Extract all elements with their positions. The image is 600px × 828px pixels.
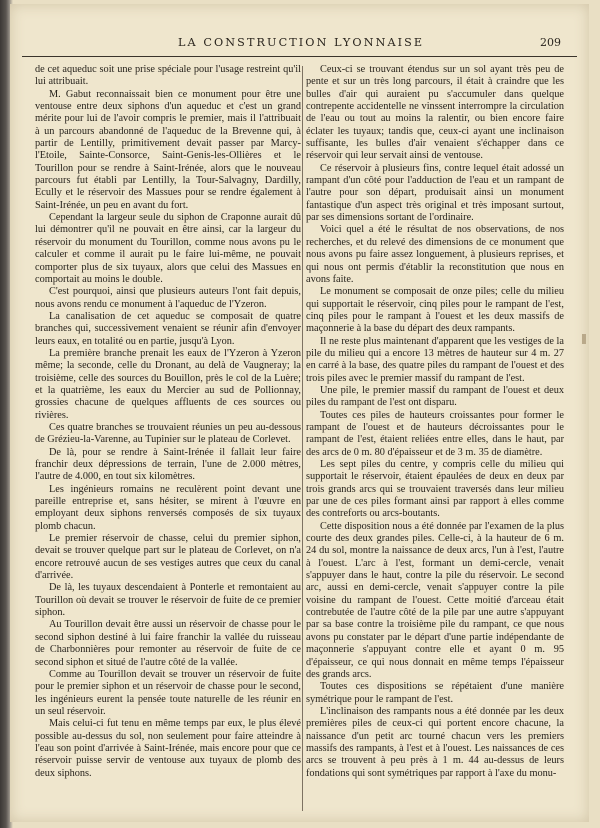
paragraph: Le monument se composait de onze piles; celle du milieu qui supportait le réservoir, cinq piles pour le rampant de l'est, cinq piles pour le rampant à l'ouest et les deux massifs de maçonnerie à la base du départ des deux rampants. <box>306 286 564 335</box>
left-column <box>35 64 301 780</box>
column-divider <box>302 66 303 811</box>
paragraph: de cet aqueduc soit une prise spéciale pour l'usage restreint qu'il lui attribuait. <box>35 64 301 88</box>
book-page <box>10 4 589 822</box>
paragraph: M. Gabut reconnaissait bien ce monument pour être une ventouse entre deux siphons d'un aqueduc et c'est un grand mérite pour lui de l'avoir compris le premier, mais il l'attribuait à un parcours abandonné de l'aqueduc de la Brevenne qui, à partir de Lentilly, primitivement devait passer par Marcy-l'Etoile, Sainte-Consorce, Saint-Genis-les-Ollières et le Tourillon pour se rendre à Saint-Irénée, alors que le nouveau parcours fut établi par Lentilly, la Tour-Salvagny, Dardilly, Ecully et le réservoir des Massues pour se rendre également à Saint-Irénée, un peu en avant du fort. <box>35 88 301 211</box>
paragraph: Il ne reste plus maintenant d'apparent que les vestiges de la pile du milieu qui a encore 13 mètres de hauteur sur 4 m. 27 en carré à la base, des quatre piles du rampant de l'ouest et des trois piles avec le premier massif du rampant de l'est. <box>306 335 564 384</box>
paragraph: Une pile, le premier massif du rampant de l'ouest et deux piles du rampant de l'est ont disparu. <box>306 384 564 409</box>
paragraph: Voici quel a été le résultat de nos observations, de nos recherches, et du relevé des dimensions de ce monument que nous avons pu faire assez longuement, à plusieurs reprises, et qui nous ont permis d'établir la reconstitution que nous en avons faite. <box>306 224 564 285</box>
page-edge-mark <box>582 334 586 344</box>
paragraph: Au Tourillon devait être aussi un réservoir de chasse pour le second siphon destiné à lui faire franchir la vallée du ruisseau de Charbonnières pour remonter au réservoir de fuite de ce second siphon et situé de l'autre côté de la vallée. <box>35 619 301 668</box>
journal-title: LA CONSTRUCTION LYONNAISE <box>178 36 425 49</box>
paragraph: Le premier réservoir de chasse, celui du premier siphon, devait se trouver quelque part sur le plateau de Corlevet, on n'a encore retrouvé aucun de ses vestiges autres que ceux du canal d'arrivée. <box>35 533 301 582</box>
paragraph: Mais celui-ci fut tenu en même temps par eux, le plus élevé possible au-dessus du sol, non seulement pour faire atteindre à l'eau son point d'arrivée à Saint-Irénée, mais encore pour que ce réservoir puisse servir de ventouse aux tuyaux de plomb des deux siphons. <box>35 718 301 779</box>
right-column <box>306 64 564 780</box>
paragraph: Cette disposition nous a été donnée par l'examen de la plus courte des deux grandes piles. Celle-ci, à la hauteur de 6 m. 24 du sol, montre la naissance de deux arcs, l'un à l'est, l'autre à l'ouest. L'arc à l'est, formant un demi-cercle, venait s'appuyer dans le haut, contre la pile du réservoir. Le second arc, aussi en demi-cercle, venait s'appuyer contre la pile voisine du rampant de l'ouest. Cette moitié d'arceau était contrebutée de l'autre côté de la pile par une autre s'appuyant par sa base contre la troisième pile du rampant, ce que nous avons pu constater par le départ d'une partie indépendante de maçonnerie s'appuyant contre elle et ayant 0 m. 95 d'épaisseur, ce qui nous donnait en même temps l'épaisseur des grands arcs. <box>306 520 564 680</box>
paragraph: Ces quatre branches se trouvaient réunies un peu au-dessous de Grézieu-la-Varenne, au Tupinier sur le plateau de Corlevet. <box>35 421 301 446</box>
paragraph: Cependant la largeur seule du siphon de Craponne aurait dû lui démontrer qu'il ne pouvait en être ainsi, car la largeur du réservoir du monument du Tourillon, comme nous avons pu le calculer et comme il aurait pu le faire lui-même, ne pouvait comporter plus de six tuyaux, alors que celui des Massues en comportait au moins le double. <box>35 212 301 285</box>
paragraph: De là, pour se rendre à Saint-Irénée il fallait leur faire franchir deux dépressions de terrain, l'une de 2.000 mètres, l'autre de 4.000, en tout six kilomètres. <box>35 446 301 483</box>
running-head <box>10 36 589 54</box>
paragraph: Ceux-ci se trouvant étendus sur un sol ayant très peu de pente et sur un très long parcours, il était à craindre que les bulles d'air qui auraient pu s'accumuler dans quelque contrepente accidentelle ne vinssent interrompre la circulation de l'eau ou tout au moins la ralentir, ou bien encore faire éclater les tuyaux; tandis que, ceux-ci ayant une inclinaison suffisante, les bulles d'air venaient s'échapper dans ce réservoir qui leur servait ainsi de ventouse. <box>306 64 564 162</box>
paragraph: Les sept piles du centre, y compris celle du milieu qui supportait le réservoir, étaient épaulées de deux en deux par trois grands arcs qui se trouvaient traversés dans leur milieu par une de ces piles formant ainsi par rapport à elles comme des contreforts ou arcs-boutants. <box>306 459 564 520</box>
paragraph: Toutes ces piles de hauteurs croissantes pour former le rampant de l'ouest et de hauteurs décroissantes pour le rampant de l'est, étaient reliées entre elles, dans le haut, par des arcs de 0 m. 80 d'épaisseur et de 3 m. 35 de diamètre. <box>306 409 564 458</box>
paragraph: Les ingénieurs romains ne reculèrent point devant une pareille entreprise et, sans hésiter, se mirent à l'œuvre en employant deux siphons renversés composés de six tuyaux plomb chacun. <box>35 483 301 532</box>
paragraph: C'est pourquoi, ainsi que plusieurs auteurs l'ont fait depuis, nous avons rendu ce monument à l'aqueduc de l'Yzeron. <box>35 286 301 310</box>
page-number: 209 <box>540 36 561 49</box>
paragraph: La première branche prenait les eaux de l'Yzeron à Yzeron même; la seconde, celle du Dronant, au delà de Vaugneray; la troisième, celle des sources du Bouillon, près le col de la Luère; et la quatrième, les eaux du Mercier au sud de Pollionnay, grossies chacune de quelques affluents de ces sources ou rivières. <box>35 347 301 421</box>
paragraph: Toutes ces dispositions se répétaient d'une manière symétrique pour le rampant de l'est. <box>306 681 564 705</box>
paragraph: La canalisation de cet aqueduc se composait de quatre branches qui, successivement venaient se réunir afin d'envoyer leurs eaux, en totalité ou en partie, jusqu'à Lyon. <box>35 310 301 347</box>
paragraph: De là, les tuyaux descendaient à Ponterle et remontaient au Tourillon où devait se trouver le réservoir de fuite de ce premier siphon. <box>35 582 301 619</box>
paragraph: Ce réservoir à plusieurs fins, contre lequel était adossé un rampant d'un côté pour l'adduction de l'eau et un rampant de l'autre pour son départ, produisait ainsi un monument fantastique d'un aspect très original et très imposant surtout, par ses dimensions sortant de l'ordinaire. <box>306 162 564 224</box>
header-rule <box>22 56 577 57</box>
paragraph: Comme au Tourillon devait se trouver un réservoir de fuite pour le premier siphon et un réservoir de chasse pour le second, les ingénieurs eurent la pensée toute naturelle de les réunir en un seul réservoir. <box>35 668 301 717</box>
paragraph: L'inclinaison des rampants nous a été donnée par les deux premières piles de ceux-ci qui portent encore chacune, la naissance d'un petit arc tourné chacun vers les premiers massifs des rampants, à l'est et à l'ouest. Les naissances de ces arcs se trouvent à peu près à 1 m. 44 au-dessus de leurs fondations qui sont symétriques par rapport à l'axe du monu- <box>306 705 564 779</box>
